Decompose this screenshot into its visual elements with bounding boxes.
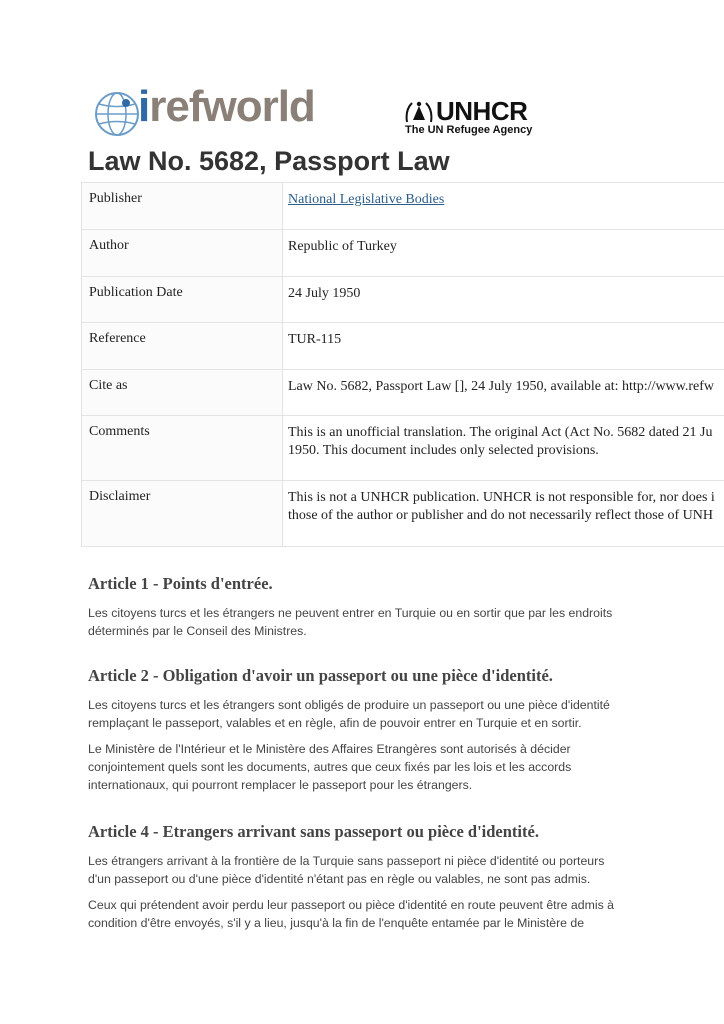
disclaimer-value <box>283 481 724 547</box>
publisher-value <box>283 183 724 230</box>
article-heading: Article 2 - Obligation d'avoir un passeport ou une pièce d'identité. <box>88 666 553 685</box>
unhcr-name: UNHCR <box>436 96 528 126</box>
article-4 <box>88 822 648 932</box>
disclaimer-label: Disclaimer <box>82 481 283 547</box>
text-line: condition d'être envoyés, s'il y a lieu, jusqu'à la fin de l'enquête entamée par le Ministère de <box>88 916 585 930</box>
text-line: Les citoyens turcs et les étrangers ne peuvent entrer en Turquie ou en sortir que par les endroits <box>88 606 613 620</box>
article-paragraph <box>88 696 648 732</box>
unhcr-logo[interactable] <box>404 98 554 140</box>
article-heading: Article 1 - Points d'entrée. <box>88 574 273 593</box>
metadata-table <box>81 182 724 547</box>
text-line: d'un passeport ou d'une pièce d'identité n'étant pas en règle ou valables, ne sont pas admis. <box>88 872 591 886</box>
header <box>94 82 554 142</box>
text-line: Les étrangers arrivant à la frontière de la Turquie sans passeport ni pièce d'identité ou porteurs <box>88 854 605 868</box>
text-line: déterminés par le Conseil des Ministres. <box>88 624 307 638</box>
cite-as-label: Cite as <box>82 370 283 416</box>
text-line: conjointement quels sont les documents, autres que ceux fixés par les lois et les accords <box>88 760 572 774</box>
article-1 <box>88 574 648 640</box>
article-2 <box>88 666 648 794</box>
text-line: Le Ministère de l'Intérieur et le Ministère des Affaires Etrangères sont autorisés à décider <box>88 742 571 756</box>
refworld-wordmark: irefworld <box>138 82 315 131</box>
unhcr-emblem-icon <box>404 98 434 126</box>
reference-label: Reference <box>82 323 283 370</box>
cite-as-value: Law No. 5682, Passport Law [], 24 July 1950, available at: http://www.refw <box>283 370 724 416</box>
globe-icon <box>94 91 140 137</box>
table-row <box>82 183 724 230</box>
text-line: Ceux qui prétendent avoir perdu leur passeport ou pièce d'identité en route peuvent être admis à <box>88 898 614 912</box>
publisher-label: Publisher <box>82 183 283 230</box>
text-line: Les citoyens turcs et les étrangers sont obligés de produire un passeport ou une pièce d'identité <box>88 698 610 712</box>
article-heading: Article 4 - Etrangers arrivant sans passeport ou pièce d'identité. <box>88 822 539 841</box>
table-row <box>82 370 724 416</box>
disclaimer-line: This is not a UNHCR publication. UNHCR is not responsible for, nor does i <box>288 490 715 505</box>
comments-value <box>283 416 724 481</box>
publication-date-label: Publication Date <box>82 277 283 323</box>
table-row <box>82 416 724 481</box>
disclaimer-line: those of the author or publisher and do not necessarily reflect those of UNH <box>288 508 713 523</box>
article-paragraph <box>88 896 648 932</box>
comments-line: 1950. This document includes only selected provisions. <box>288 443 599 458</box>
table-row <box>82 481 724 547</box>
publication-date-value: 24 July 1950 <box>283 277 724 323</box>
reference-value: TUR-115 <box>283 323 724 370</box>
table-row <box>82 230 724 277</box>
article-paragraph <box>88 852 648 888</box>
page-title: Law No. 5682, Passport Law <box>88 146 450 176</box>
author-label: Author <box>82 230 283 277</box>
refworld-logo[interactable] <box>94 82 354 140</box>
text-line: internationaux, qui pourront remplacer le passeport pour les étrangers. <box>88 778 473 792</box>
author-value: Republic of Turkey <box>283 230 724 277</box>
unhcr-tagline: The UN Refugee Agency <box>405 124 533 136</box>
article-paragraph <box>88 740 648 794</box>
article-paragraph <box>88 604 648 640</box>
table-row <box>82 277 724 323</box>
publisher-link[interactable]: National Legislative Bodies <box>288 192 445 207</box>
comments-label: Comments <box>82 416 283 481</box>
table-row <box>82 323 724 370</box>
comments-line: This is an unofficial translation. The original Act (Act No. 5682 dated 21 Ju <box>288 425 713 440</box>
text-line: remplaçant le passeport, valables et en règle, afin de pouvoir entrer en Turquie et en sortir. <box>88 716 582 730</box>
